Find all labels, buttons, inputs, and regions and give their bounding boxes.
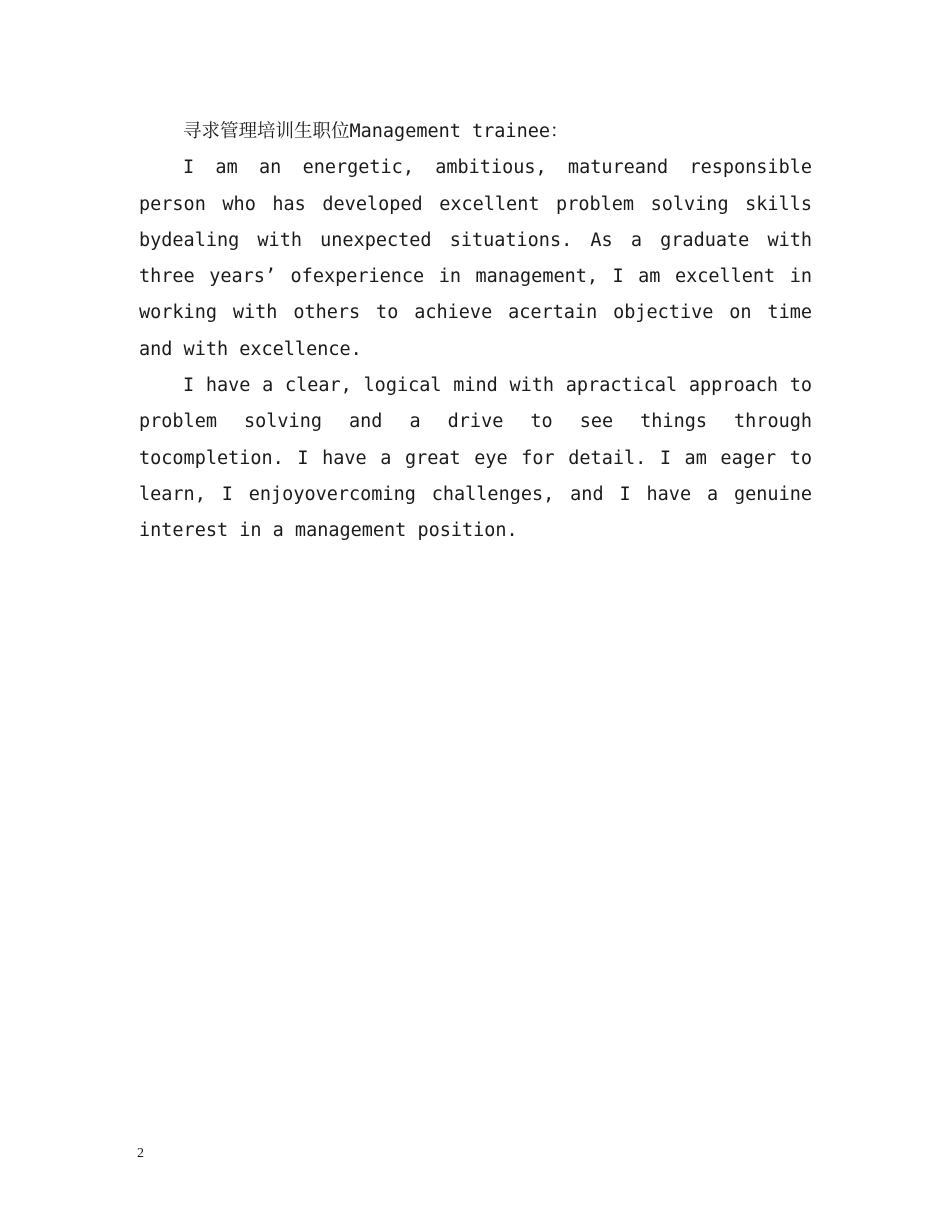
document-body [139,114,812,550]
document-heading: 寻求管理培训生职位Management trainee： [183,121,569,142]
paragraph-1: I am an energetic, ambitious, matureand responsible person who has developed excellent problem solving skills bydealing with unexpected situations. As a graduate with three years’ ofexperience in management, I am excellent in working with others to achieve acertain objective on time and with excellence. [139,157,812,360]
page-number: 2 [137,1146,144,1161]
paragraph-2: I have a clear, logical mind with apractical approach to problem solving and a drive to see things through tocompletion. I have a great eye for detail. I am eager to learn, I enjoyovercoming challenges, and I have a genuine interest in a management position. [139,375,812,542]
